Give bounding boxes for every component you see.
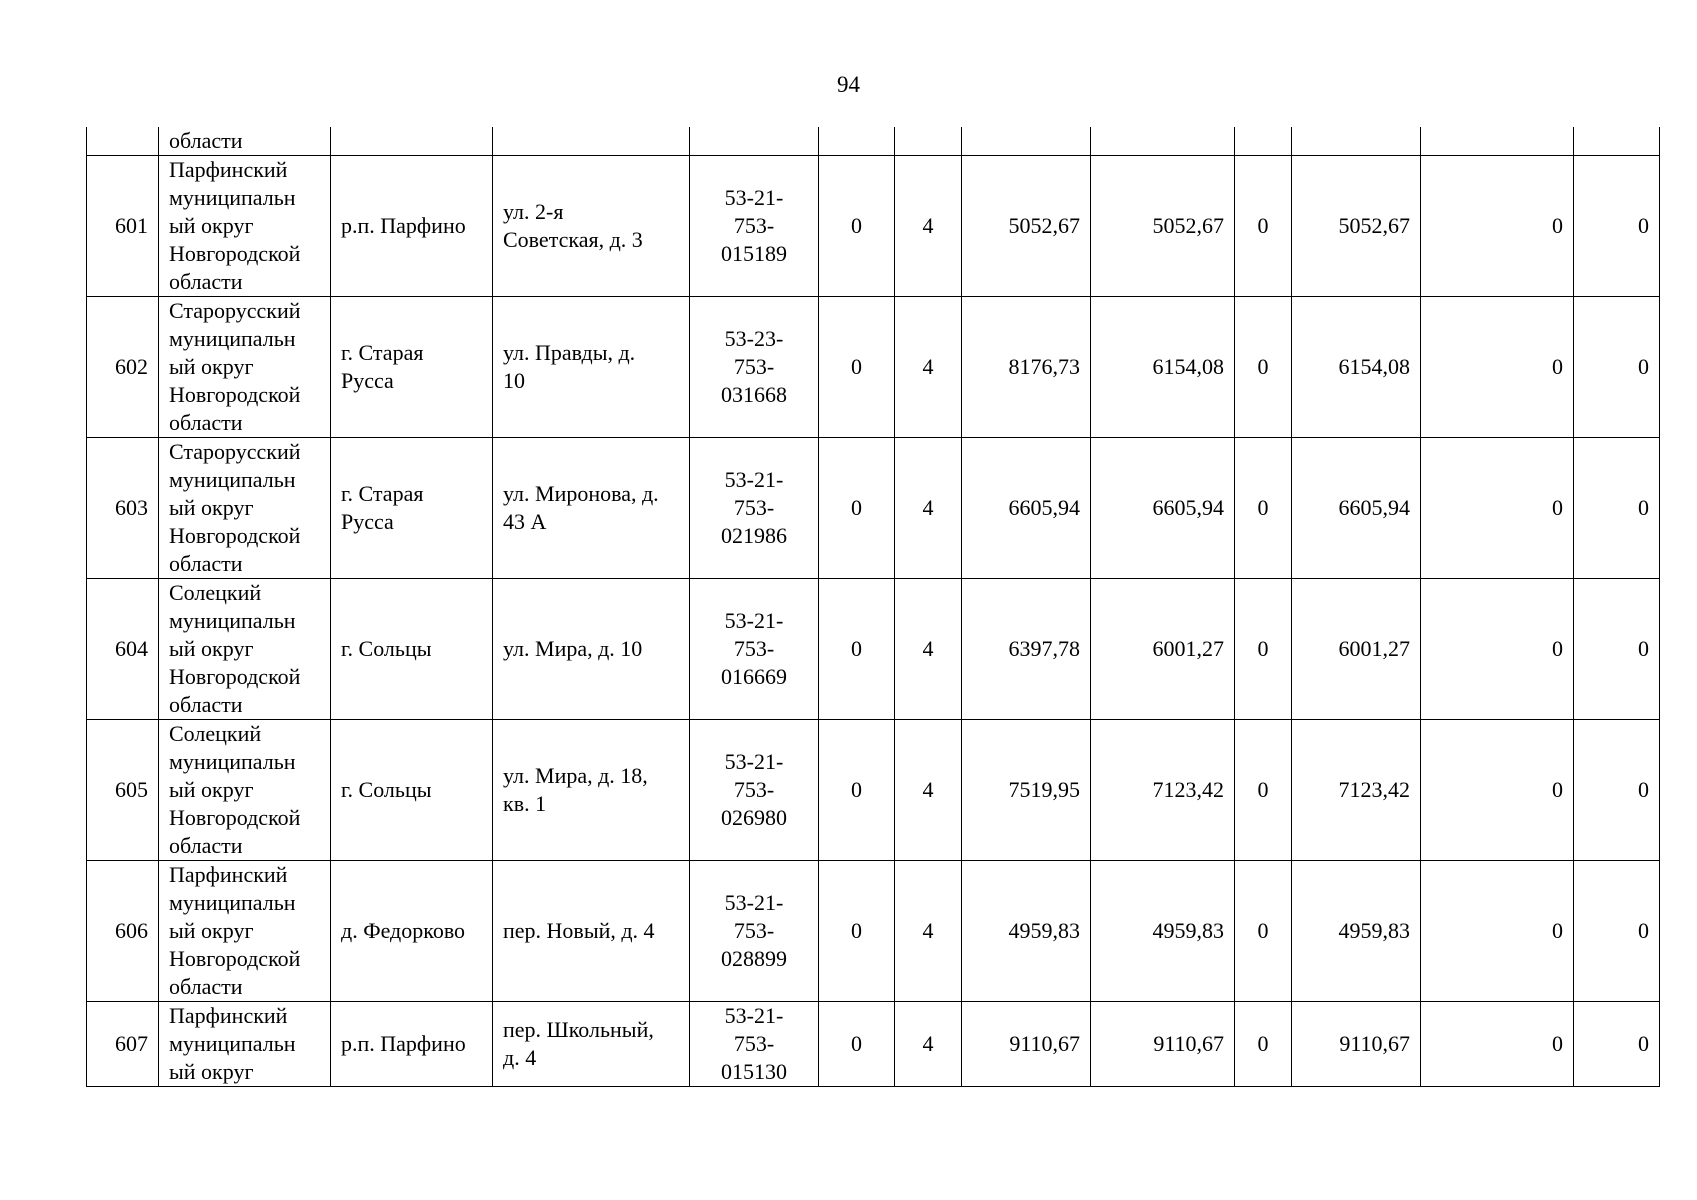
cell-line: пер. Школьный, (503, 1017, 654, 1042)
cell-line: 753- (733, 495, 775, 520)
cell-line: 015189 (721, 241, 787, 266)
value-cell: 0 (819, 297, 895, 438)
cell-line: 016669 (721, 664, 787, 689)
cell-line: 031668 (721, 382, 787, 407)
cell-line: Новгородской (169, 382, 301, 407)
value-cell: 6001,27 (1292, 579, 1421, 720)
table-row (87, 720, 1660, 861)
value-cell: 0 (1421, 861, 1574, 1002)
cell-line: области (169, 692, 243, 717)
cell-line: 43 А (503, 509, 547, 534)
municipality-cell (159, 297, 331, 438)
cell-line: 53-21- (724, 608, 784, 633)
address-cell (493, 1002, 690, 1087)
locality-cell (331, 1002, 493, 1087)
value-cell: 0 (1235, 438, 1292, 579)
cell-line: Новгородской (169, 523, 301, 548)
value-cell: 5052,67 (1091, 156, 1235, 297)
cell-line: области (169, 974, 243, 999)
locality-cell (331, 720, 493, 861)
cell-line: 753- (733, 918, 775, 943)
municipality-cell (159, 1002, 331, 1087)
value-cell: 0 (1235, 156, 1292, 297)
value-cell: 0 (1574, 579, 1660, 720)
cell-line: Русса (341, 368, 394, 393)
cell-line: р.п. Парфино (341, 213, 466, 238)
cell-line: муниципальн (169, 326, 296, 351)
cell-line: области (169, 410, 243, 435)
cell-line: Новгородской (169, 946, 301, 971)
cell-line: ул. Мира, д. 10 (503, 636, 643, 661)
cell-line: ый округ (169, 918, 254, 943)
value-cell: 4 (895, 297, 962, 438)
continuation-row (87, 127, 1660, 156)
cell-line: Парфинский (169, 1003, 288, 1028)
row-number-cell: 607 (87, 1002, 159, 1087)
cell-line: ул. 2-я (503, 199, 564, 224)
cell-line: кв. 1 (503, 791, 547, 816)
cell-line: пер. Новый, д. 4 (503, 918, 655, 943)
value-cell: 0 (1235, 1002, 1292, 1087)
value-cell: 6001,27 (1091, 579, 1235, 720)
cell-line: Парфинский (169, 157, 288, 182)
cell-line: Старорусский (169, 298, 301, 323)
code-cell (690, 156, 819, 297)
cell-line: д. Федорково (341, 918, 466, 943)
cell-line: 028899 (721, 946, 787, 971)
value-cell: 0 (1421, 156, 1574, 297)
cell-line: области (169, 833, 243, 858)
address-cell (493, 579, 690, 720)
value-cell: 0 (1421, 297, 1574, 438)
value-cell: 0 (1574, 156, 1660, 297)
municipality-cell (159, 720, 331, 861)
address-cell (493, 156, 690, 297)
value-cell: 7123,42 (1091, 720, 1235, 861)
code-cell (690, 579, 819, 720)
value-cell: 0 (1574, 861, 1660, 1002)
value-cell: 9110,67 (1091, 1002, 1235, 1087)
cell-line: области (169, 269, 243, 294)
cell-line: муниципальн (169, 1031, 296, 1056)
row-number-cell: 605 (87, 720, 159, 861)
value-cell: 0 (1574, 438, 1660, 579)
row-number-cell: 603 (87, 438, 159, 579)
cell-line: 53-21- (724, 467, 784, 492)
value-cell: 5052,67 (962, 156, 1091, 297)
cell-line: Новгородской (169, 664, 301, 689)
value-cell: 8176,73 (962, 297, 1091, 438)
value-cell: 0 (1235, 720, 1292, 861)
value-cell: 4959,83 (1091, 861, 1235, 1002)
cell-line: ый округ (169, 213, 254, 238)
value-cell: 7123,42 (1292, 720, 1421, 861)
value-cell: 4 (895, 861, 962, 1002)
cell-line: ый округ (169, 1059, 254, 1084)
cell-line: 021986 (721, 523, 787, 548)
row-number-cell: 601 (87, 156, 159, 297)
cell-line: муниципальн (169, 890, 296, 915)
address-cell (493, 297, 690, 438)
value-cell: 0 (819, 1002, 895, 1087)
cell-line: 753- (733, 354, 775, 379)
cell-line: Солецкий (169, 721, 262, 746)
municipality-cell (159, 861, 331, 1002)
objects-table (86, 127, 1660, 1087)
cell-line: 753- (733, 636, 775, 661)
cell-line: г. Старая (341, 340, 424, 365)
value-cell: 0 (819, 579, 895, 720)
cell-line: Старорусский (169, 439, 301, 464)
value-cell: 0 (819, 438, 895, 579)
locality-cell (331, 438, 493, 579)
municipality-cell (159, 156, 331, 297)
cell-line: Русса (341, 509, 394, 534)
cell-line: 015130 (721, 1059, 787, 1084)
value-cell: 4 (895, 579, 962, 720)
value-cell: 0 (1574, 720, 1660, 861)
value-cell: 6154,08 (1292, 297, 1421, 438)
value-cell: 9110,67 (1292, 1002, 1421, 1087)
cell-line: ый округ (169, 636, 254, 661)
table-row (87, 297, 1660, 438)
municipality-cell (159, 438, 331, 579)
cell-line: ый округ (169, 777, 254, 802)
cell-line: г. Сольцы (341, 636, 432, 661)
cell-line: Новгородской (169, 241, 301, 266)
locality-cell (331, 861, 493, 1002)
cell-line: 10 (503, 368, 525, 393)
cell-line: муниципальн (169, 185, 296, 210)
cell-line: 753- (733, 213, 775, 238)
cell-line: ый округ (169, 495, 254, 520)
table-row (87, 861, 1660, 1002)
cell-line: ул. Миронова, д. (503, 481, 659, 506)
value-cell: 6397,78 (962, 579, 1091, 720)
value-cell: 6605,94 (1292, 438, 1421, 579)
value-cell: 6605,94 (962, 438, 1091, 579)
cell-line: муниципальн (169, 749, 296, 774)
address-cell (493, 720, 690, 861)
code-cell (690, 438, 819, 579)
page-number: 94 (837, 72, 860, 97)
value-cell: 0 (819, 861, 895, 1002)
value-cell: 0 (1421, 1002, 1574, 1087)
cell-line: 53-21- (724, 890, 784, 915)
row-number-cell: 604 (87, 579, 159, 720)
address-cell (493, 438, 690, 579)
cell-line: Парфинский (169, 862, 288, 887)
cell-line: муниципальн (169, 608, 296, 633)
cell-line: г. Сольцы (341, 777, 432, 802)
value-cell: 0 (819, 720, 895, 861)
cell-line: 753- (733, 777, 775, 802)
continuation-cell: области (159, 127, 331, 156)
table-row (87, 579, 1660, 720)
cell-line: Новгородской (169, 805, 301, 830)
value-cell: 5052,67 (1292, 156, 1421, 297)
cell-line: 53-23- (724, 326, 784, 351)
cell-line: р.п. Парфино (341, 1031, 466, 1056)
row-number-cell: 606 (87, 861, 159, 1002)
value-cell: 0 (1574, 1002, 1660, 1087)
value-cell: 4959,83 (1292, 861, 1421, 1002)
code-cell (690, 720, 819, 861)
cell-line: 753- (733, 1031, 775, 1056)
value-cell: 0 (1421, 579, 1574, 720)
row-number-cell: 602 (87, 297, 159, 438)
locality-cell (331, 579, 493, 720)
code-cell (690, 297, 819, 438)
value-cell: 0 (1421, 720, 1574, 861)
table-row (87, 438, 1660, 579)
locality-cell (331, 156, 493, 297)
cell-line: 53-21- (724, 1003, 784, 1028)
table-row (87, 156, 1660, 297)
cell-line: д. 4 (503, 1045, 537, 1070)
cell-line: ул. Мира, д. 18, (503, 763, 648, 788)
cell-line: 53-21- (724, 185, 784, 210)
cell-line: Советская, д. 3 (503, 227, 643, 252)
cell-line: 026980 (721, 805, 787, 830)
cell-line: ый округ (169, 354, 254, 379)
value-cell: 0 (1235, 861, 1292, 1002)
cell-line: г. Старая (341, 481, 424, 506)
value-cell: 4 (895, 156, 962, 297)
value-cell: 0 (1235, 579, 1292, 720)
value-cell: 4 (895, 438, 962, 579)
value-cell: 0 (1574, 297, 1660, 438)
cell-line: области (169, 551, 243, 576)
address-cell (493, 861, 690, 1002)
value-cell: 6605,94 (1091, 438, 1235, 579)
value-cell: 9110,67 (962, 1002, 1091, 1087)
value-cell: 0 (1421, 438, 1574, 579)
cell-line: муниципальн (169, 467, 296, 492)
cell-line: Солецкий (169, 580, 262, 605)
value-cell: 0 (1235, 297, 1292, 438)
value-cell: 4 (895, 720, 962, 861)
locality-cell (331, 297, 493, 438)
municipality-cell (159, 579, 331, 720)
value-cell: 6154,08 (1091, 297, 1235, 438)
cell-line: ул. Правды, д. (503, 340, 636, 365)
value-cell: 4959,83 (962, 861, 1091, 1002)
value-cell: 7519,95 (962, 720, 1091, 861)
value-cell: 0 (819, 156, 895, 297)
value-cell: 4 (895, 1002, 962, 1087)
table-row (87, 1002, 1660, 1087)
code-cell (690, 861, 819, 1002)
code-cell (690, 1002, 819, 1087)
cell-line: 53-21- (724, 749, 784, 774)
